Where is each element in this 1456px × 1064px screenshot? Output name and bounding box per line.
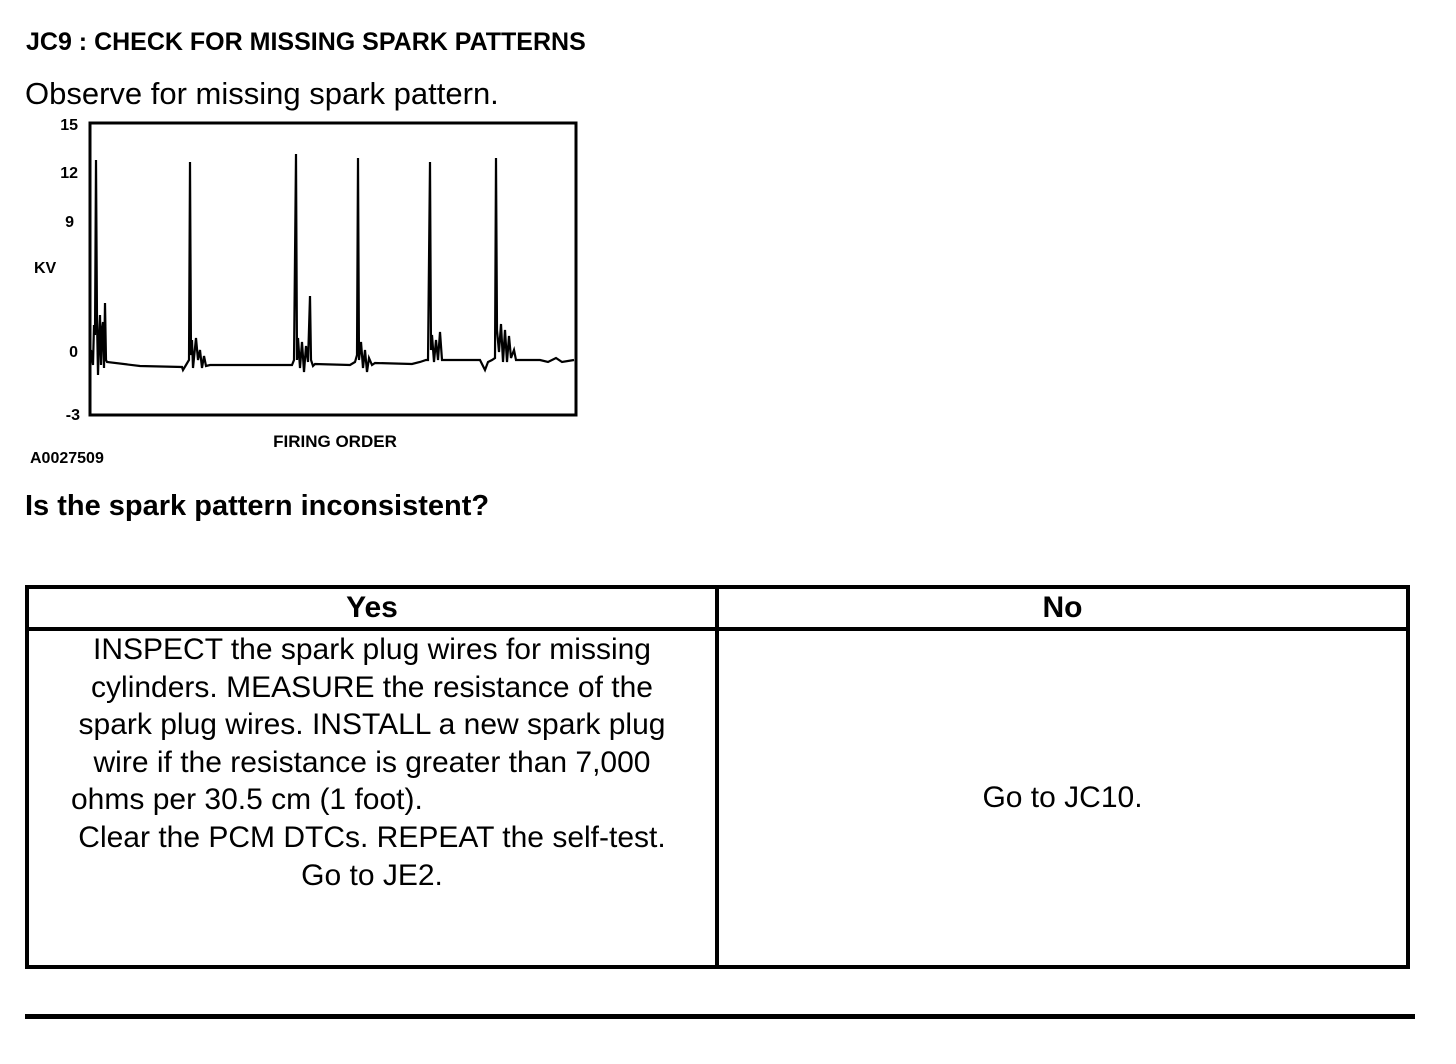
spark-pattern-chart — [0, 110, 600, 480]
x-axis-label: FIRING ORDER — [273, 432, 397, 451]
figure-id: A0027509 — [30, 450, 104, 467]
yes-action-cell — [27, 629, 717, 967]
y-axis-label: KV — [34, 260, 57, 277]
question-text: Is the spark pattern inconsistent? — [25, 490, 490, 522]
y-tick-label: 9 — [65, 214, 74, 231]
yes-action-line: cylinders. MEASURE the resistance of the — [91, 670, 653, 704]
no-action-cell: Go to JC10. — [717, 629, 1408, 967]
y-tick-label: 12 — [60, 165, 78, 182]
table-header-row — [27, 587, 1408, 629]
bottom-divider — [25, 1014, 1415, 1019]
y-tick-label: -3 — [65, 407, 80, 424]
spark-pattern-figure — [0, 110, 600, 480]
table-row — [27, 629, 1408, 967]
y-tick-label: 0 — [69, 344, 78, 361]
instruction-text: Observe for missing spark pattern. — [25, 76, 499, 111]
y-tick-label: 15 — [60, 117, 78, 134]
plot-frame — [90, 123, 576, 415]
yes-header: Yes — [27, 587, 717, 629]
no-header: No — [717, 587, 1408, 629]
yes-action-line: Clear the PCM DTCs. REPEAT the self-test. — [78, 820, 666, 854]
answer-table — [25, 585, 1410, 969]
yes-action-line: ohms per 30.5 cm (1 foot). — [71, 783, 423, 817]
yes-action-line: Go to JE2. — [301, 858, 443, 892]
yes-action-line: INSPECT the spark plug wires for missing — [93, 633, 651, 666]
spark-waveform — [91, 154, 574, 375]
step-title: JC9 : CHECK FOR MISSING SPARK PATTERNS — [26, 28, 586, 56]
yes-action-line: spark plug wires. INSTALL a new spark plug — [78, 708, 666, 742]
yes-action-line: wire if the resistance is greater than 7,000 — [93, 745, 651, 779]
